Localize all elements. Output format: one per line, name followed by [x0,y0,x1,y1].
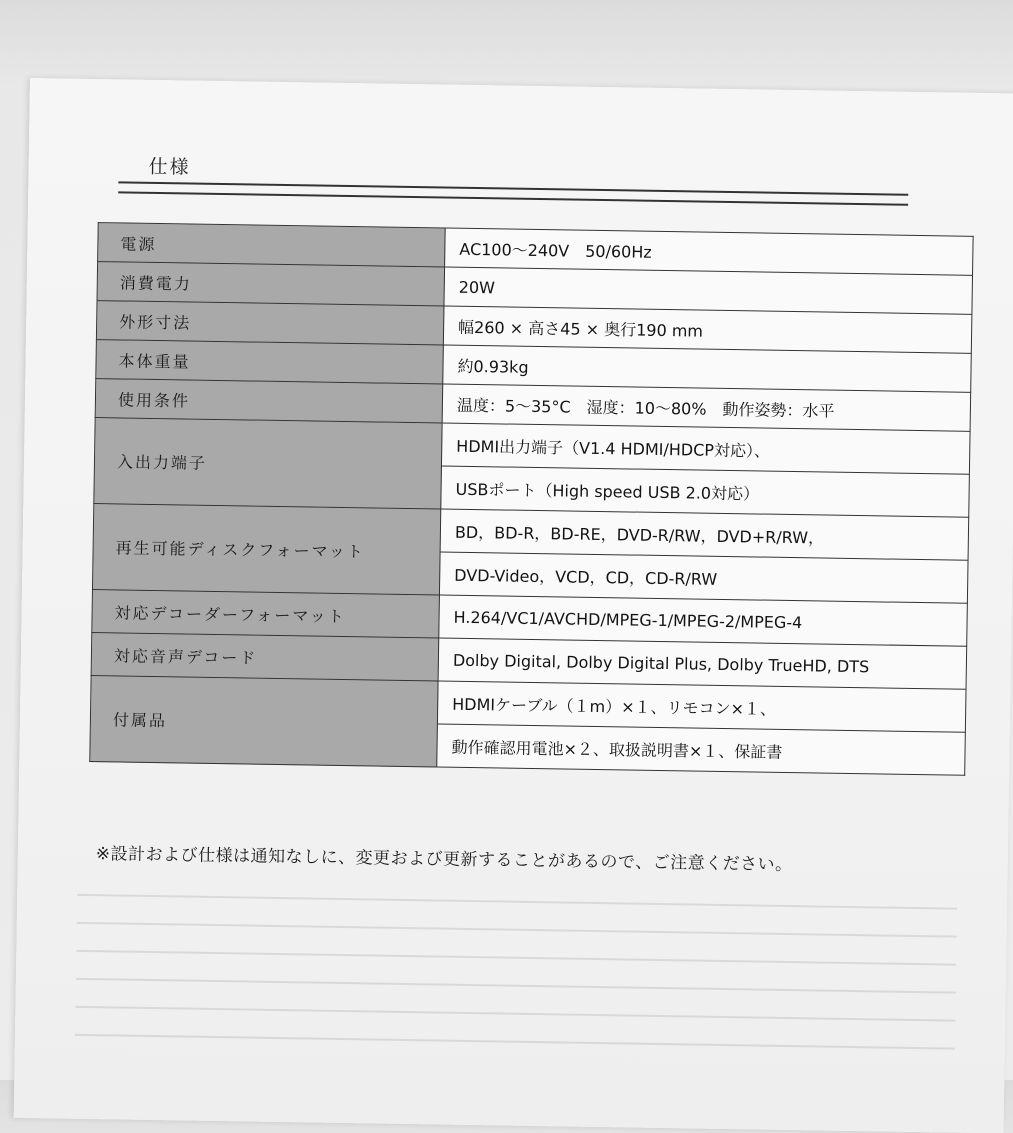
spec-table [89,222,973,776]
section-title: 仕様 [148,155,191,179]
row-value: BD，BD-R，BD-RE，DVD-R/RW，DVD+R/RW， [440,509,969,560]
row-label: 消費電力 [97,262,445,306]
row-value: 20W [444,267,973,314]
row-label: 本体重量 [96,340,444,384]
ghost-line [75,1034,955,1050]
ghost-line [76,978,956,994]
section-heading [118,153,909,205]
row-value: H.264/VC1/AVCHD/MPEG-1/MPEG-2/MPEG-4 [439,595,968,646]
row-label: 再生可能ディスクフォーマット [92,504,440,595]
row-label: 入出力端子 [94,418,442,509]
ghost-line [75,1006,955,1022]
row-value: 温度：5〜35°C 湿度：10〜80% 動作姿勢：水平 [442,384,971,431]
row-value: Dolby Digital, Dolby Digital Plus, Dolby TrueHD, DTS [438,638,967,689]
row-value: 幅260 × 高さ45 × 奥行190 mm [443,306,972,353]
row-value: HDMIケーブル（１m）×１、リモコン×１、 [437,681,966,732]
row-value: HDMI出力端子（V1.4 HDMI/HDCP対応）、 [441,423,970,474]
ghost-line [77,894,957,910]
row-label: 外形寸法 [96,301,444,345]
ghost-line [76,950,956,966]
row-value: AC100〜240V 50/60Hz [445,228,974,275]
disclaimer-note: ※設計および仕様は通知なしに、変更および更新することがあるので、ご注意ください。 [95,844,793,876]
row-label: 使用条件 [95,379,443,423]
row-value: DVD-Video，VCD，CD，CD-R/RW [439,552,968,603]
row-value: USBポート（High speed USB 2.0対応） [441,466,970,517]
row-label: 対応デコーダーフォーマット [92,590,440,638]
ghost-line [77,922,957,938]
show-through-lines [74,894,957,1128]
row-label: 電源 [98,223,446,267]
row-value: 約0.93kg [443,345,972,392]
row-label: 付属品 [90,676,438,767]
row-label: 対応音声デコード [91,633,439,681]
document-page [14,78,1013,1133]
row-value: 動作確認用電池×２、取扱説明書×１、保証書 [437,724,966,775]
